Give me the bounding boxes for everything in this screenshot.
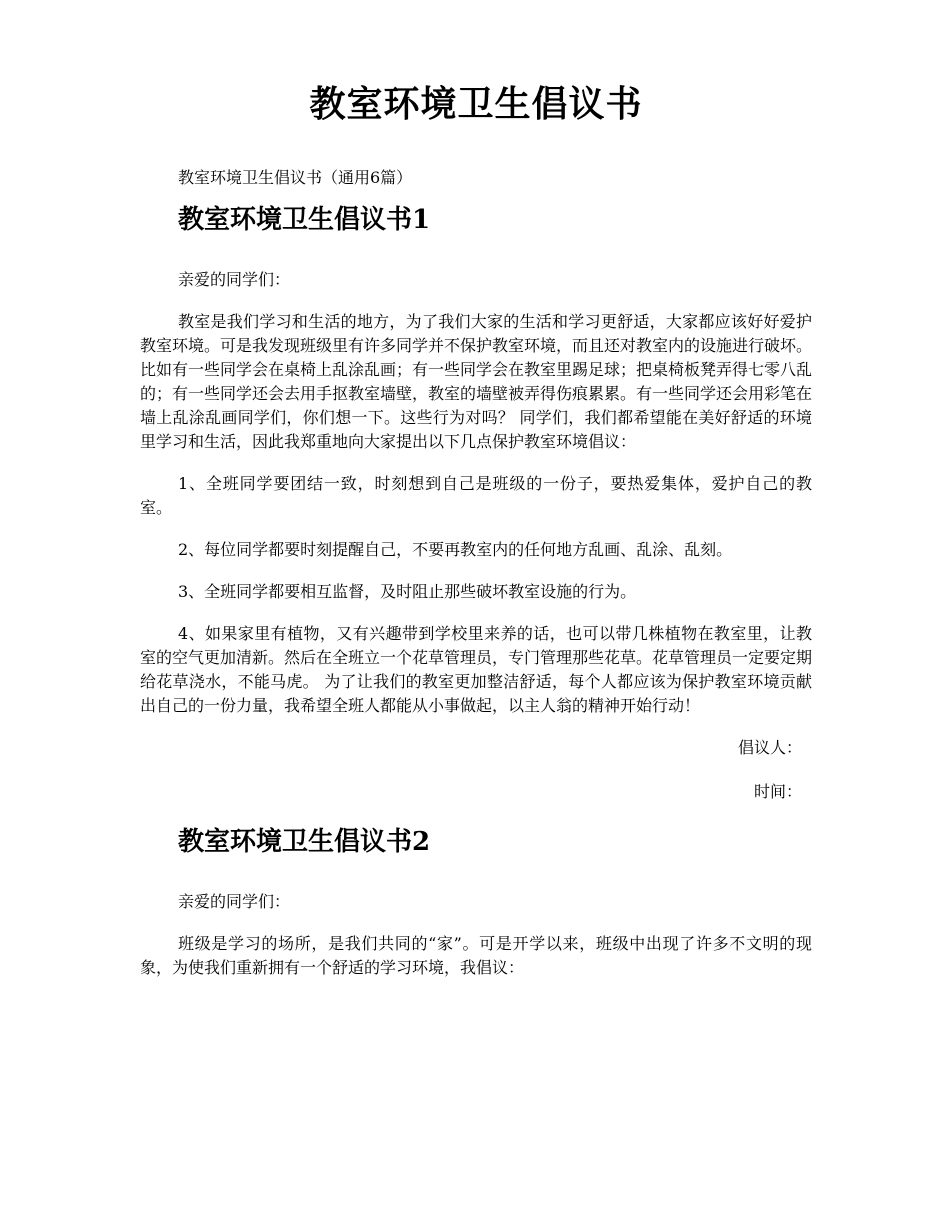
document-page bbox=[140, 78, 812, 998]
section-2-greeting: 亲爱的同学们： bbox=[178, 892, 291, 911]
section-1-paragraph-item-2: 2、每位同学都要时刻提醒自己，不要再教室内的任何地方乱画、乱涂、乱刻。 bbox=[178, 540, 733, 559]
section-1-paragraph-item-4: 4、如果家里有植物，又有兴趣带到学校里来养的话，也可以带几株植物在教室里，让教室的空气更加清新。然后在全班立一个花草管理员，专门管理那些花草。花草管理员一定要定期给花草浇水，不能马虎。 为了让我们的教室更加整洁舒适，每个人都应该为保护教室环境贡献出自己的一份力量，我希望全班人都能从小事做起，以主人翁的精神开始行动！ bbox=[140, 624, 813, 715]
signer-label: 倡议人： bbox=[737, 738, 802, 757]
document-subtitle: 教室环境卫生倡议书（通用6篇） bbox=[178, 168, 413, 187]
section-1-title: 教室环境卫生倡议书1 bbox=[178, 205, 431, 235]
section-1-paragraph-item-1: 1、全班同学要团结一致，时刻想到自己是班级的一份子，要热爱集体，爱护自己的教室。 bbox=[140, 474, 812, 517]
section-1-greeting: 亲爱的同学们： bbox=[178, 270, 291, 289]
section-1 bbox=[140, 202, 812, 804]
section-1-paragraph-item-3: 3、全班同学都要相互监督，及时阻止那些破坏教室设施的行为。 bbox=[178, 582, 637, 601]
document-title: 教室环境卫生倡议书 bbox=[309, 83, 643, 125]
section-2-paragraph-1: 班级是学习的场所，是我们共同的“家”。可是开学以来，班级中出现了许多不文明的现象，为使我们重新拥有一个舒适的学习环境，我倡议： bbox=[140, 934, 812, 977]
section-2 bbox=[140, 824, 812, 980]
section-1-paragraph-intro: 教室是我们学习和生活的地方，为了我们大家的生活和学习更舒适，大家都应该好好爱护教室环境。可是我发现班级里有许多同学并不保护教室环境，而且还对教室内的设施进行破坏。比如有一些同学会在桌椅上乱涂乱画；有一些同学会在教室里踢足球；把桌椅板凳弄得七零八乱的；有一些同学还会去用手抠教室墙壁，教室的墙壁被弄得伤痕累累。有一些同学还会用彩笔在墙上乱涂乱画同学们，你们想一下。这些行为对吗？ 同学们，我们都希望能在美好舒适的环境里学习和生活，因此我郑重地向大家提出以下几点保护教室环境倡议： bbox=[140, 312, 813, 451]
date-label: 时间： bbox=[753, 782, 802, 801]
section-2-title: 教室环境卫生倡议书2 bbox=[178, 827, 431, 857]
